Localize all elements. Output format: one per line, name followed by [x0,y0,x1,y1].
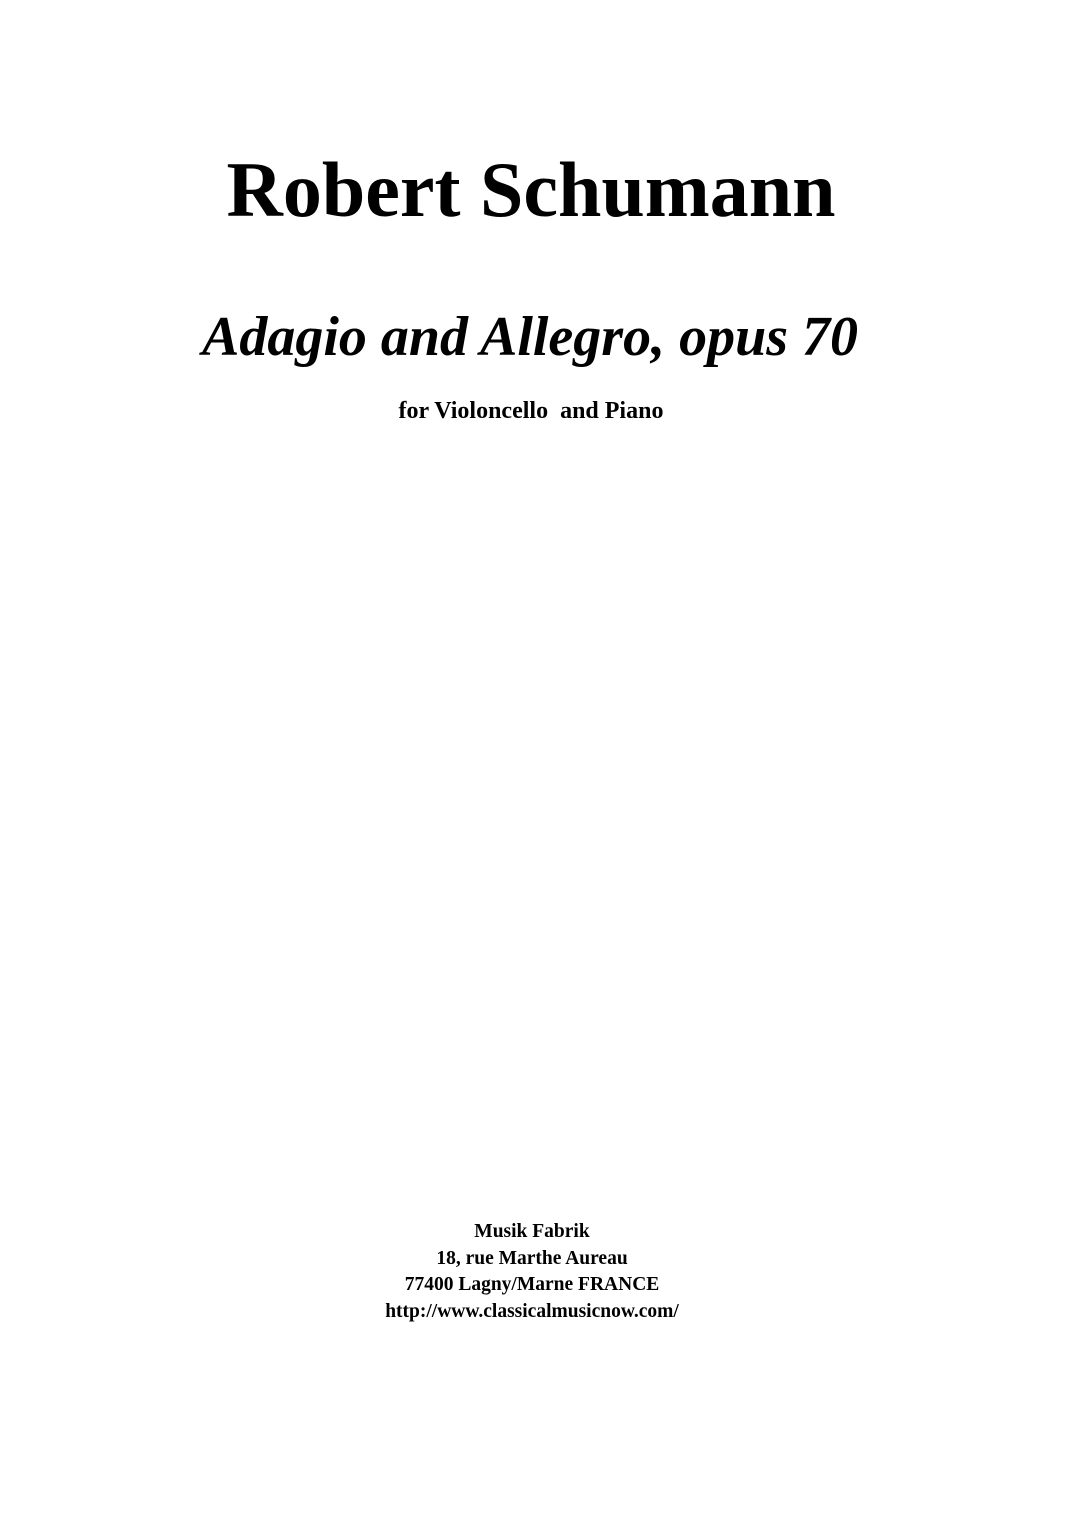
publisher-street: 18, rue Marthe Aureau [436,1247,628,1269]
composer-name: Robert Schumann [226,146,836,233]
publisher-url: http://www.classicalmusicnow.com/ [385,1300,679,1322]
publisher-block [0,1219,1064,1325]
instrumentation-line: for Violoncello and Piano [398,398,664,424]
work-title: Adagio and Allegro, opus 70 [201,306,859,368]
publisher-city: 77400 Lagny/Marne FRANCE [404,1274,660,1295]
publisher-name: Musik Fabrik [474,1221,590,1242]
